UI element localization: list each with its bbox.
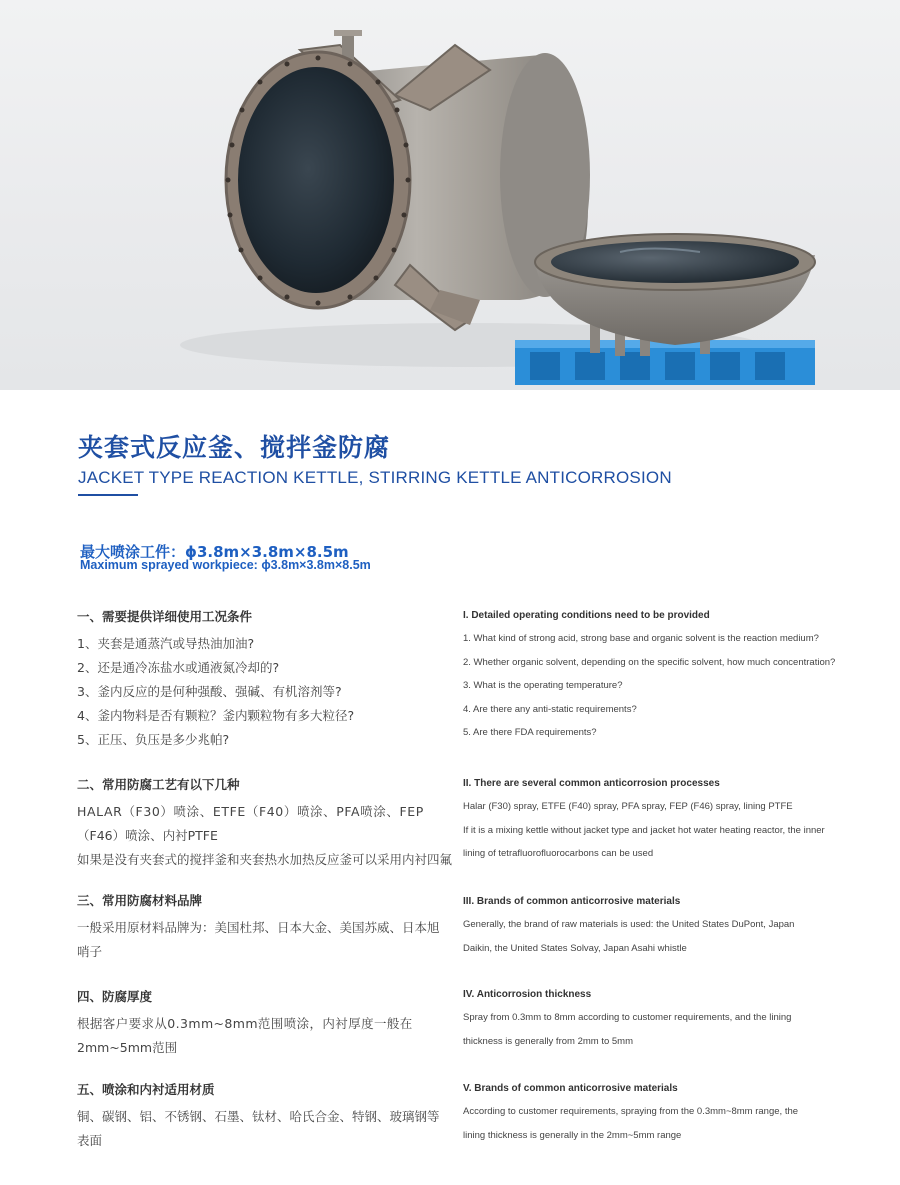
paragraph-line: 根据客户要求从0.3mm~8mm范围喷涂，内衬厚度一般在 (77, 1016, 413, 1031)
section-cn-5 (77, 1080, 442, 1153)
list-item: 3、釜内反应的是何种强酸、强碱、有机溶剂等? (77, 684, 342, 699)
paragraph-line: 铜、碳钢、铝、不锈钢、石墨、钛材、哈氏合金、特钢、玻璃钢等 (77, 1109, 440, 1124)
kettle-illustration (0, 0, 900, 390)
section-heading: I. Detailed operating conditions need to be provided (463, 610, 710, 621)
max-workpiece-cn: 最大喷涂工件：ϕ3.8m×3.8m×8.5m (80, 543, 349, 561)
section-cn-3 (77, 891, 442, 964)
list-item: 2. Whether organic solvent, depending on the specific solvent, how much concentration? (463, 656, 836, 668)
section-heading: 一、需要提供详细使用工况条件 (77, 609, 253, 624)
paragraph-line: （F46）喷涂、内衬PTFE (77, 828, 218, 843)
section-heading: IV. Anticorrosion thickness (463, 989, 592, 1000)
section-en-5 (463, 1083, 833, 1147)
section-heading: III. Brands of common anticorrosive materials (463, 896, 681, 907)
list-item: 2、还是通冷冻盐水或通液氮冷却的? (77, 660, 280, 675)
paragraph-line: 2mm~5mm范围 (77, 1040, 178, 1055)
paragraph-line: If it is a mixing kettle without jacket type and jacket hot water heating reactor, the inner (463, 824, 825, 836)
section-heading: 四、防腐厚度 (77, 989, 153, 1004)
max-workpiece-en: Maximum sprayed workpiece: ϕ3.8m×3.8m×8.5m (80, 558, 371, 572)
list-item: 5、正压、负压是多少兆帕? (77, 732, 230, 747)
section-heading: 二、常用防腐工艺有以下几种 (77, 777, 240, 792)
section-heading: V. Brands of common anticorrosive materials (463, 1083, 678, 1094)
hero-photo (0, 0, 900, 390)
section-en-1 (463, 610, 836, 745)
paragraph-line: Halar (F30) spray, ETFE (F40) spray, PFA spray, FEP (F46) spray, lining PTFE (463, 801, 793, 812)
paragraph-line: According to customer requirements, spraying from the 0.3mm~8mm range, the (463, 1106, 799, 1117)
paragraph-line: 如果是没有夹套式的搅拌釜和夹套热水加热反应釜可以采用内衬四氟 (77, 852, 453, 867)
section-cn-2 (77, 775, 453, 872)
list-item: 1. What kind of strong acid, strong base and organic solvent is the reaction medium? (463, 633, 819, 644)
page-title-cn: 夹套式反应釜、搅拌釜防腐 (78, 433, 391, 462)
section-heading: 三、常用防腐材料品牌 (77, 893, 203, 908)
page-title-en: JACKET TYPE REACTION KETTLE, STIRRING KETTLE ANTICORROSION (78, 468, 672, 487)
paragraph-line: thickness is generally from 2mm to 5mm (463, 1035, 633, 1047)
list-item: 1、夹套是通蒸汽或导热油加油? (77, 636, 255, 651)
paragraph-line: Daikin, the United States Solvay, Japan Asahi whistle (463, 942, 687, 954)
section-en-2 (463, 778, 833, 866)
paragraph-line: HALAR（F30）喷涂、ETFE（F40）喷涂、PFA喷涂、FEP (77, 804, 424, 819)
paragraph-line: Spray from 0.3mm to 8mm according to customer requirements, and the lining (463, 1012, 792, 1023)
section-cn-1 (77, 607, 442, 752)
paragraph-line: Generally, the brand of raw materials is used: the United States DuPont, Japan (463, 919, 795, 930)
paragraph-line: lining of tetrafluorofluorocarbons can be used (463, 848, 654, 859)
list-item: 4、釜内物料是否有颗粒？釜内颗粒物有多大粒径? (77, 708, 355, 723)
list-item: 3. What is the operating temperature? (463, 680, 623, 691)
section-en-4 (463, 989, 833, 1053)
paragraph-line: 一般采用原材料品牌为：美国杜邦、日本大金、美国苏威、日本旭 (77, 920, 440, 935)
paragraph-line: 表面 (77, 1133, 103, 1148)
section-heading: 五、喷涂和内衬适用材质 (77, 1082, 215, 1097)
list-item: 4. Are there any anti-static requirements? (463, 703, 637, 715)
paragraph-line: 哨子 (77, 944, 103, 959)
section-heading: II. There are several common anticorrosion processes (463, 778, 720, 789)
section-cn-4 (77, 987, 442, 1060)
title-underline (78, 494, 138, 496)
section-en-3 (463, 896, 833, 960)
list-item: 5. Are there FDA requirements? (463, 727, 597, 738)
blue-pallet (515, 340, 815, 385)
paragraph-line: lining thickness is generally in the 2mm~5mm range (463, 1129, 682, 1141)
